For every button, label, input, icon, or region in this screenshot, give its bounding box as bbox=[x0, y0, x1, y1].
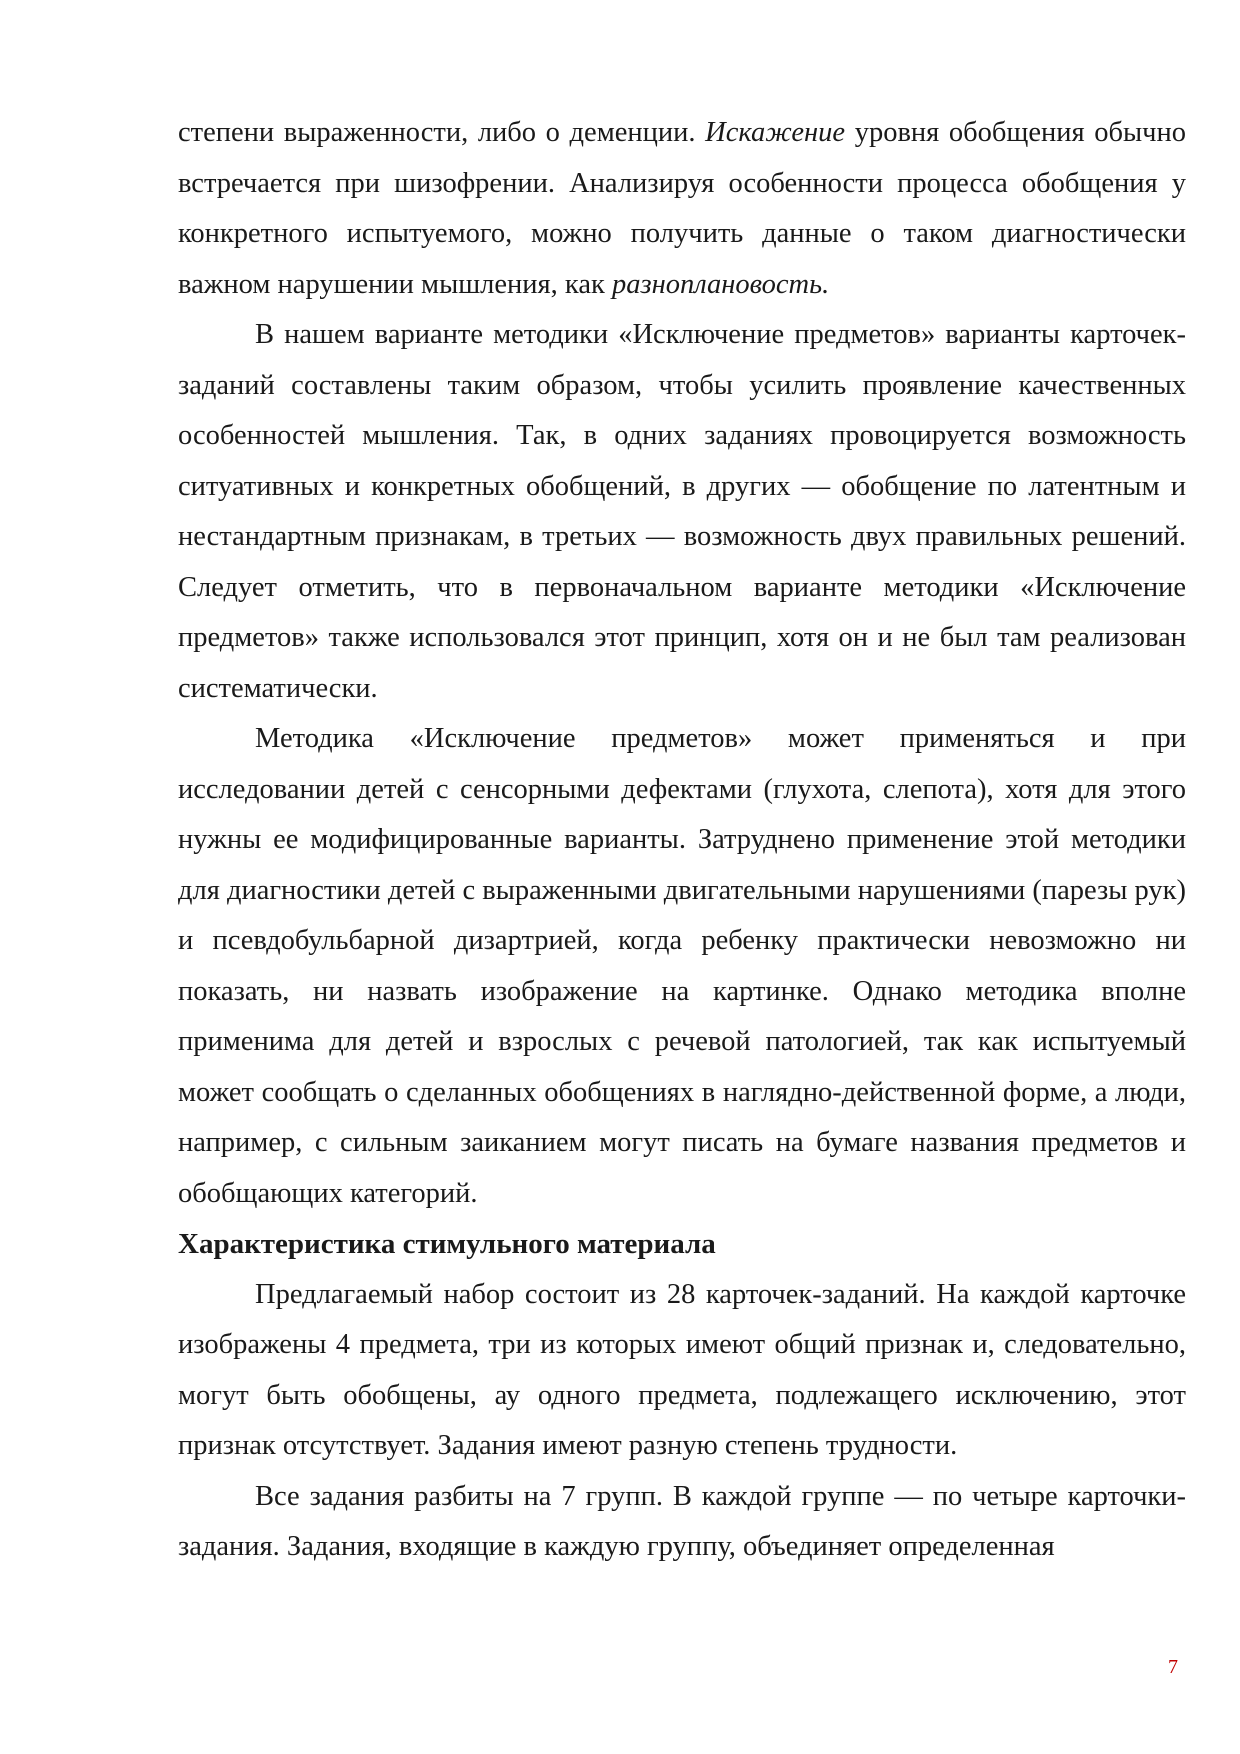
page-number: 7 bbox=[1168, 1656, 1178, 1678]
text-segment: В нашем варианте методики «Исключение предметов» варианты карточек-заданий составлены таким образом, чтобы усилить проявление качественных особенностей мышления. Так, в одних заданиях провоцируется возможность ситуативных и конкретных обобщений, в других — обобщение по латентным и нестандартным признакам, в третьих — возможность двух правильных решений. Следует отметить, что в первоначальном варианте методики «Исключение предметов» также использовался этот принцип, хотя он и не был там реализован систематически. bbox=[178, 319, 1186, 704]
text-segment: Предлагаемый набор состоит из 28 карточек-заданий. На каждой карточке изображены 4 предмета, три из которых имеют общий признак и, следовательно, могут быть обобщены, ау одного предмета, подлежащего исключению, этот признак отсутствует. Задания имеют разную степень трудности. bbox=[178, 1278, 1186, 1461]
text-segment: уровня обобщения обычно встречается при шизофрении. Анализируя особенности процесса обобщения у конкретного испытуемого, можно получить данные о таком диагностически важном нарушении мышления, как bbox=[178, 117, 1186, 300]
text-segment: степени выраженности, либо о деменции. bbox=[178, 117, 706, 148]
paragraph-3 bbox=[178, 714, 1186, 1219]
italic-term: разноплановость. bbox=[611, 268, 830, 300]
paragraph-4 bbox=[178, 1270, 1186, 1472]
text-segment: Методика «Исключение предметов» может применяться и при исследовании детей с сенсорными дефектами (глухота, слепота), хотя для этого нужны ее модифицированные варианты. Затруднено применение этой методики для диагностики детей с выраженными двигательными нарушениями (парезы рук) и псевдобульбарной дизартрией, когда ребенку практически невозможно ни показать, ни назвать изображение на картинке. Однако методика вполне применима для детей и взрослых с речевой патологией, так как испытуемый может сообщать о сделанных обобщениях в наглядно-действенной форме, а люди, например, с сильным заиканием могут писать на бумаге названия предметов и обобщающих категорий. bbox=[178, 723, 1187, 1209]
document-page bbox=[178, 108, 1186, 1573]
section-heading: Характеристика стимульного материала bbox=[178, 1228, 716, 1260]
paragraph-1 bbox=[178, 108, 1186, 310]
paragraph-2 bbox=[178, 310, 1186, 714]
text-segment: Все задания разбиты на 7 групп. В каждой группе — по четыре карточки-задания. Задания, входящие в каждую группу, объединяет определенная bbox=[178, 1480, 1186, 1562]
italic-term: Искажение bbox=[705, 117, 846, 148]
paragraph-5 bbox=[178, 1472, 1186, 1573]
